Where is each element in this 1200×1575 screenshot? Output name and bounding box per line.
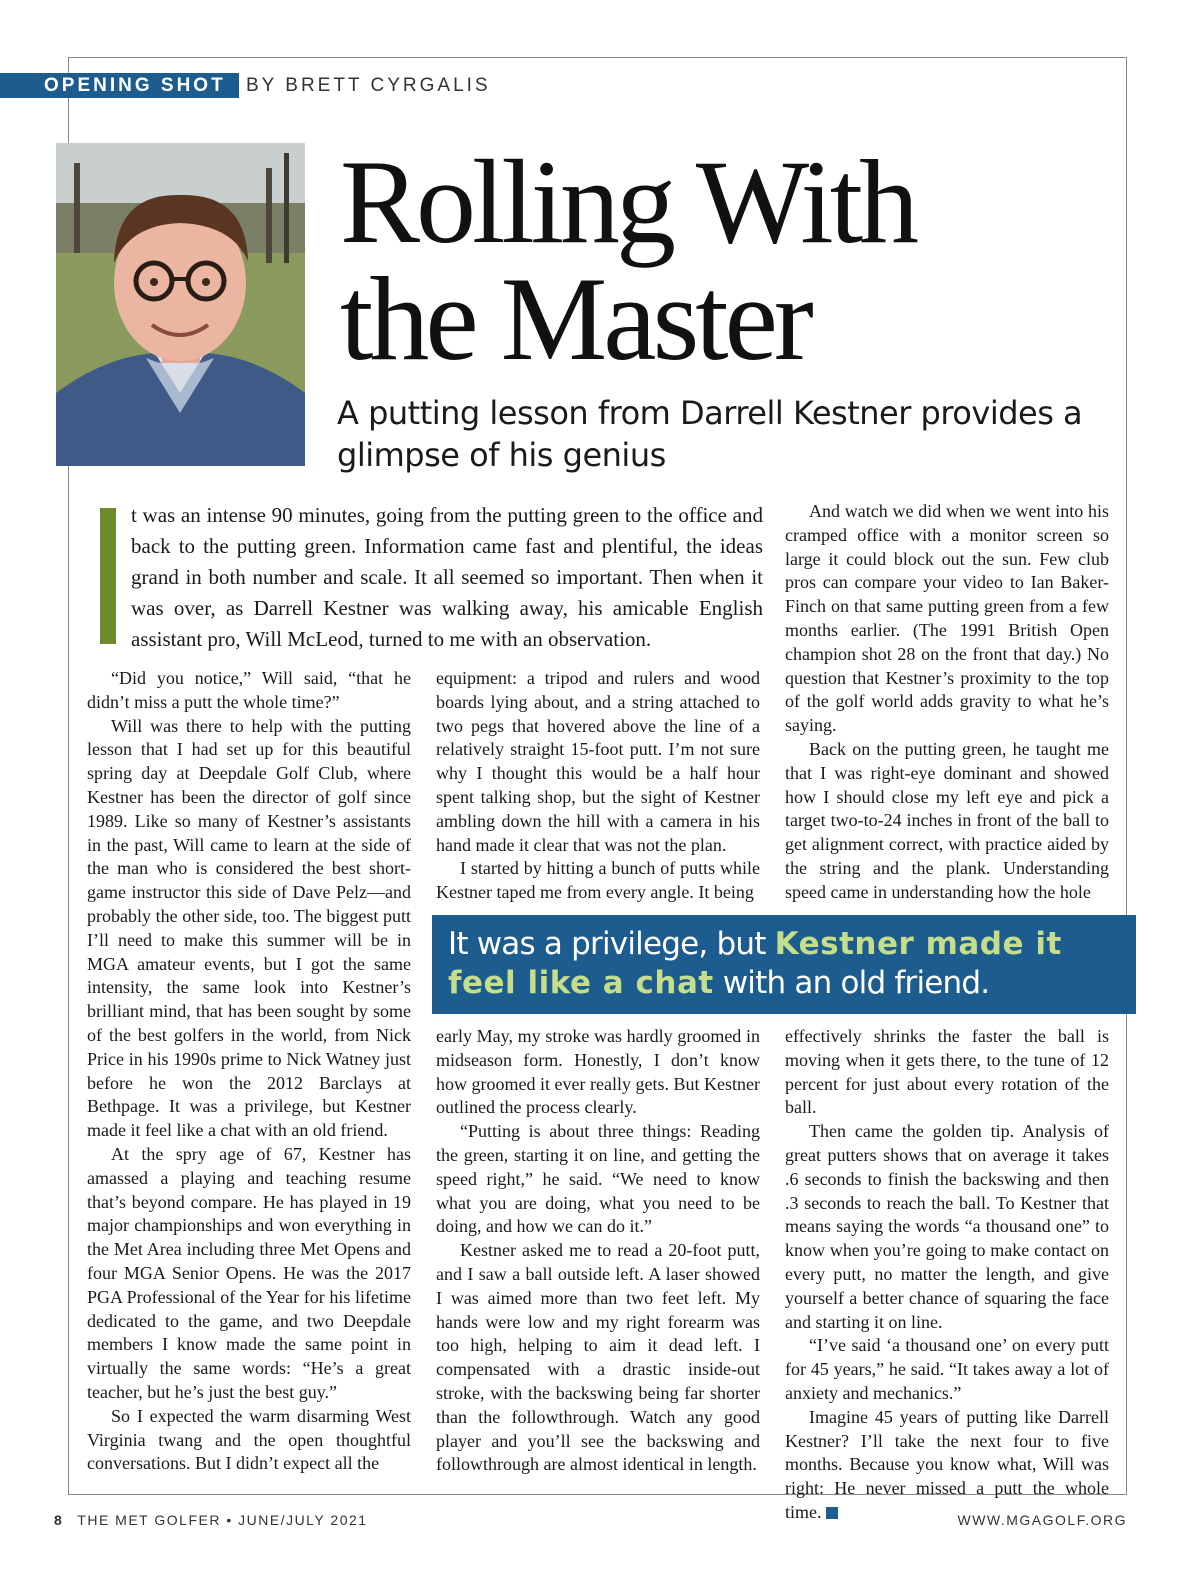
end-mark-icon — [826, 1507, 838, 1519]
footer-left — [54, 1512, 368, 1528]
pull-quote-part-2: with an old friend. — [713, 965, 990, 1001]
col3-closing-text: Imagine 45 years of putting like Darrell Kestner? I’ll take the next four to five months. Because you know what, Will was right: He never missed a putt the whole time. — [785, 1406, 1109, 1522]
author-photo — [56, 143, 305, 466]
col3-paragraph: Back on the putting green, he taught me that I was right-eye dominant and showed how I should close my left eye and pick a target two-to-24 inches in front of the ball to get alignment correct, with practice aided by the string and the plank. Understanding speed came in understanding how the hole — [785, 738, 1109, 902]
col3-paragraph: “I’ve said ‘a thousand one’ on every putt for 45 years,” he said. “It takes away a lot of anxiety and mechanics.” — [785, 1335, 1109, 1403]
col2-paragraph: “Putting is about three things: Reading the green, starting it on line, and getting the speed right,” he said. “We need to know what you are doing, what you need to be doing, and how we can do it.” — [436, 1121, 760, 1237]
col1-paragraph: “Did you notice,” Will said, “that he didn’t miss a putt the whole time?” — [87, 668, 411, 712]
pull-quote-highlight: Kestner made it feel like a chat — [448, 926, 1062, 1001]
section-label: OPENING SHOT — [44, 75, 226, 96]
col2-paragraph: I started by hitting a bunch of putts while Kestner taped me from every angle. It being — [436, 858, 760, 903]
article-deck: A putting lesson from Darrell Kestner provides a glimpse of his genius — [337, 394, 1083, 474]
column-1 — [87, 667, 411, 1476]
col2-paragraph: equipment: a tripod and rulers and wood boards lying about, and a string attached to two pegs that hovered above the line of a relatively straight 15-foot putt. I’m not sure why I thought this would be a half hour spent talking shop, but the sight of Kestner ambling down the hill with a camera in his hand made it clear that was not the plan. — [436, 668, 760, 855]
lede-paragraph: t was an intense 90 minutes, going from the putting green to the office and back to the putting green. Information came fast and plentiful, the ideas grand in both number and scale. It all seemed so important. Then when it was over, as Darrell Kestner was walking away, his amicable English assistant pro, Will McLeod, turned to me with an observation. — [131, 503, 763, 651]
column-2-bottom — [436, 1025, 760, 1477]
page-number: 8 — [54, 1512, 64, 1528]
column-2-top — [436, 667, 760, 905]
website-url: WWW.MGAGOLF.ORG — [957, 1512, 1127, 1528]
col1-paragraph: At the spry age of 67, Kestner has amassed a playing and teaching resume that’s beyond compare. He has played in 19 major championships and won everything in the Met Area including three Met Opens and four MGA Senior Opens. He was the 2017 PGA Professional of the Year for his lifetime dedicated to the game, and two Deepdale members I know made the same point in virtually the same words: “He’s a great teacher, but he’s just the best guy.” — [87, 1143, 411, 1402]
column-3-bottom — [785, 1025, 1109, 1525]
byline: BY BRETT CYRGALIS — [246, 75, 497, 97]
column-3-top — [785, 500, 1109, 905]
col1-paragraph: Will was there to help with the putting lesson that I had set up for this beautiful spring day at Deepdale Golf Club, where Kestner has been the director of golf since 1989. Like so many of Kestner’s assistants in the past, Will came to learn at the side of the man who is considered the best short-game instructor this side of Dave Pelz—and probably the other side, too. The biggest putt I’ll need to make this summer will be in MGA amateur events, but I got the same intensity, the same look into Kestner’s brilliant mind, that has been sought by some of the best golfers in the world, from Nick Price in his 1990s prime to Nick Watney just before he won the 2012 Barclays at Bethpage. It was a privilege, but Kestner made it feel like a chat with an old friend. — [87, 715, 411, 1141]
drop-cap — [100, 508, 116, 644]
col3-paragraph — [785, 1406, 1109, 1525]
publication-name: THE MET GOLFER • JUNE/JULY 2021 — [77, 1512, 368, 1528]
author-photo-illustration — [56, 143, 305, 466]
article-headline — [340, 135, 1100, 385]
col1-paragraph: So I expected the warm disarming West Virginia twang and the open thoughtful conversations. But I didn’t expect all the — [87, 1405, 411, 1474]
headline-line-1: Rolling With — [340, 135, 916, 268]
col3-paragraph: And watch we did when we went into his cramped office with a monitor screen so large it could block out the sun. Few club pros can compare your video to Ian Baker-Finch on that same putting green from a few months earlier. (The 1991 British Open champion shot 28 on the front that day.) No question that Kestner’s proximity to the top of the golf world adds gravity to what he’s saying. — [785, 501, 1109, 736]
col3-paragraph: Then came the golden tip. Analysis of great putters shows that on average it takes .6 seconds to finish the backswing and then .3 seconds to reach the ball. To Kestner that means saying the words “a thousand one” to know when you’re going to make contact on every putt, no matter the length, and give yourself a better chance of squaring the face and starting it on line. — [785, 1121, 1109, 1332]
pull-quote-part-1: It was a privilege, but — [448, 926, 775, 962]
col3-paragraph: effectively shrinks the faster the ball is moving when it gets there, to the tune of 12 percent for just about every rotation of the ball. — [785, 1026, 1109, 1118]
col2-paragraph: early May, my stroke was hardly groomed in midseason form. Honestly, I don’t know how groomed it ever really gets. But Kestner outlined the process clearly. — [436, 1026, 760, 1118]
headline-line-2: the Master — [340, 252, 810, 385]
col2-paragraph: Kestner asked me to read a 20-foot putt, and I saw a ball outside left. A laser showed I was aimed more than two feet left. My hands were low and my right forearm was too high, helping to aim it dead left. I compensated with a drastic inside-out stroke, with the backswing being far shorter than the followthrough. Watch any good player and you’ll see the backswing and followthrough are almost identical in length. — [436, 1240, 760, 1475]
pull-quote — [432, 915, 1136, 1014]
